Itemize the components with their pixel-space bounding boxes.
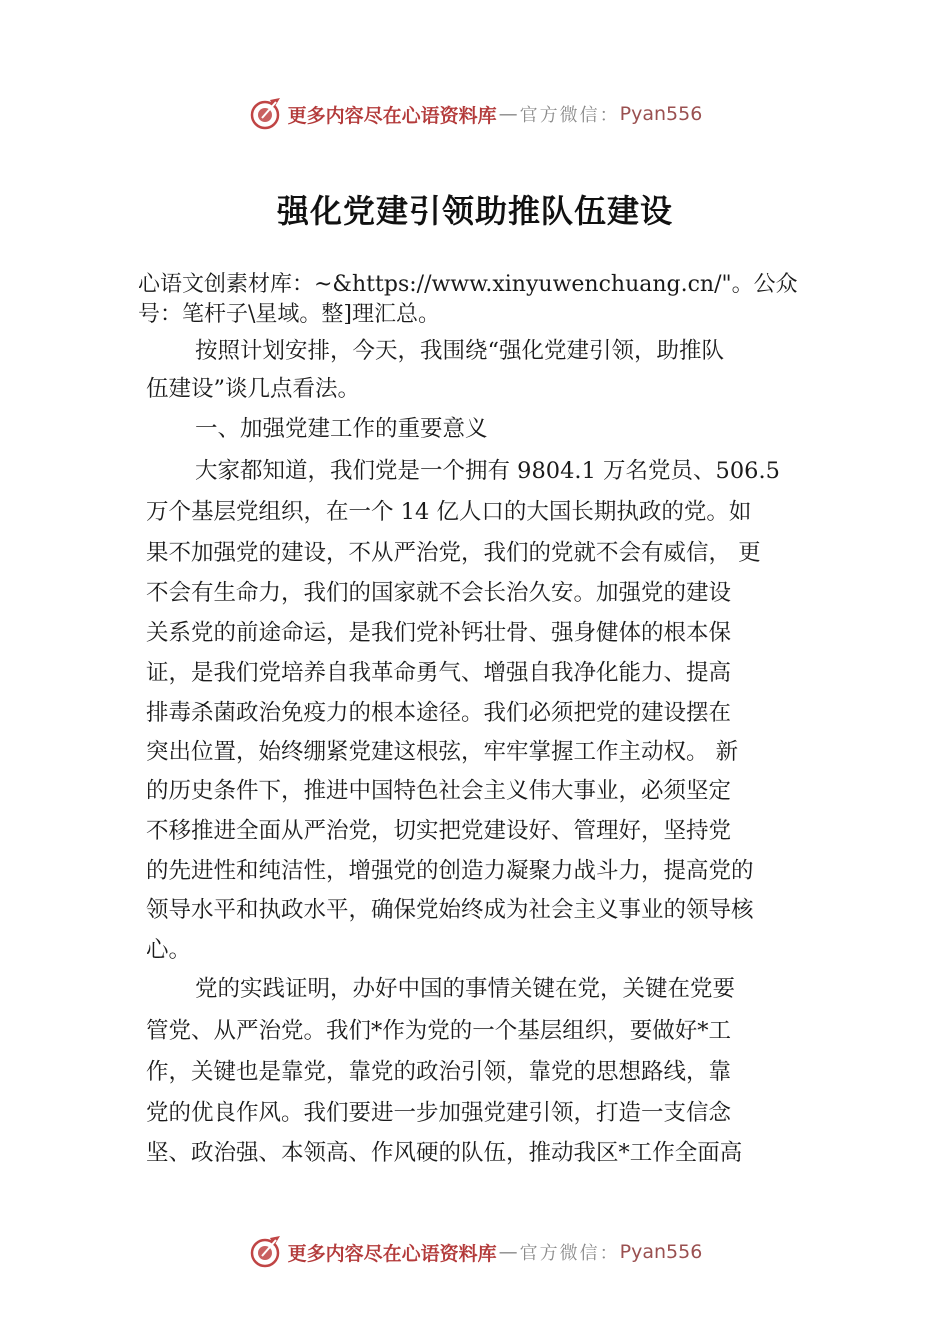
banner-wechat-label: 官方微信：	[519, 1243, 620, 1264]
body-line: 坚、政治强、本领高、作风硬的队伍，推动我区*工作全面高	[146, 1140, 743, 1166]
source-line-2: 号：笔杆子\星域。整]理汇总。	[138, 302, 440, 327]
body-line: 关系党的前途命运，是我们党补钙壮骨、强身健体的根本保	[146, 620, 732, 646]
body-line: 伍建设”谈几点看法。	[146, 376, 361, 402]
banner-wechat-id: Pyan556	[619, 103, 703, 125]
banner-wechat-id: Pyan556	[619, 1241, 703, 1263]
banner-text: 更多内容尽在心语资料库	[287, 1242, 497, 1265]
body-line: 万个基层党组织，在一个 14 亿人口的大国长期执政的党。如	[146, 499, 752, 525]
body-line: 突出位置，始终绷紧党建这根弦，牢牢掌握工作主动权。 新	[146, 739, 739, 765]
section-heading: 一、加强党建工作的重要意义	[195, 416, 488, 442]
banner-separator: —	[498, 103, 518, 125]
body-line: 不会有生命力，我们的国家就不会长治久安。加强党的建设	[146, 580, 732, 606]
pen-logo-icon	[248, 1234, 284, 1270]
banner-text: 更多内容尽在心语资料库	[287, 104, 497, 127]
body-line: 的历史条件下，推进中国特色社会主义伟大事业，必须坚定	[146, 778, 732, 804]
document-title: 强化党建引领助推队伍建设	[276, 192, 673, 230]
body-line: 按照计划安排，今天，我围绕“强化党建引领，助推队	[195, 338, 725, 364]
body-line: 果不加强党的建设，不从严治党，我们的党就不会有威信， 更	[146, 540, 761, 566]
body-line: 管党、从严治党。我们*作为党的一个基层组织，要做好*工	[146, 1018, 732, 1044]
body-line: 作，关键也是靠党，靠党的政治引领，靠党的思想路线，靠	[146, 1059, 732, 1085]
banner-separator: —	[498, 1241, 518, 1263]
body-line: 不移推进全面从严治党，切实把党建设好、管理好，坚持党	[146, 818, 732, 844]
body-line: 党的优良作风。我们要进一步加强党建引领，打造一支信念	[146, 1100, 732, 1126]
body-line: 证，是我们党培养自我革命勇气、增强自我净化能力、提高	[146, 660, 732, 686]
source-note	[138, 270, 858, 330]
source-line-1: 心语文创素材库：~&https://www.xinyuwenchuang.cn/"。公众	[138, 272, 798, 297]
body-line: 党的实践证明，办好中国的事情关键在党，关键在党要	[195, 976, 736, 1002]
header-banner	[0, 94, 950, 134]
banner-wechat-label: 官方微信：	[519, 105, 620, 126]
pen-logo-icon	[248, 96, 284, 132]
body-line: 的先进性和纯洁性，增强党的创造力凝聚力战斗力，提高党的	[146, 858, 754, 884]
body-line: 心。	[146, 937, 192, 963]
body-line: 大家都知道，我们党是一个拥有 9804.1 万名党员、506.5	[195, 458, 780, 484]
body-line: 排毒杀菌政治免疫力的根本途径。我们必须把党的建设摆在	[146, 700, 732, 726]
body-line: 领导水平和执政水平，确保党始终成为社会主义事业的领导核	[146, 897, 754, 923]
footer-banner	[0, 1232, 950, 1272]
